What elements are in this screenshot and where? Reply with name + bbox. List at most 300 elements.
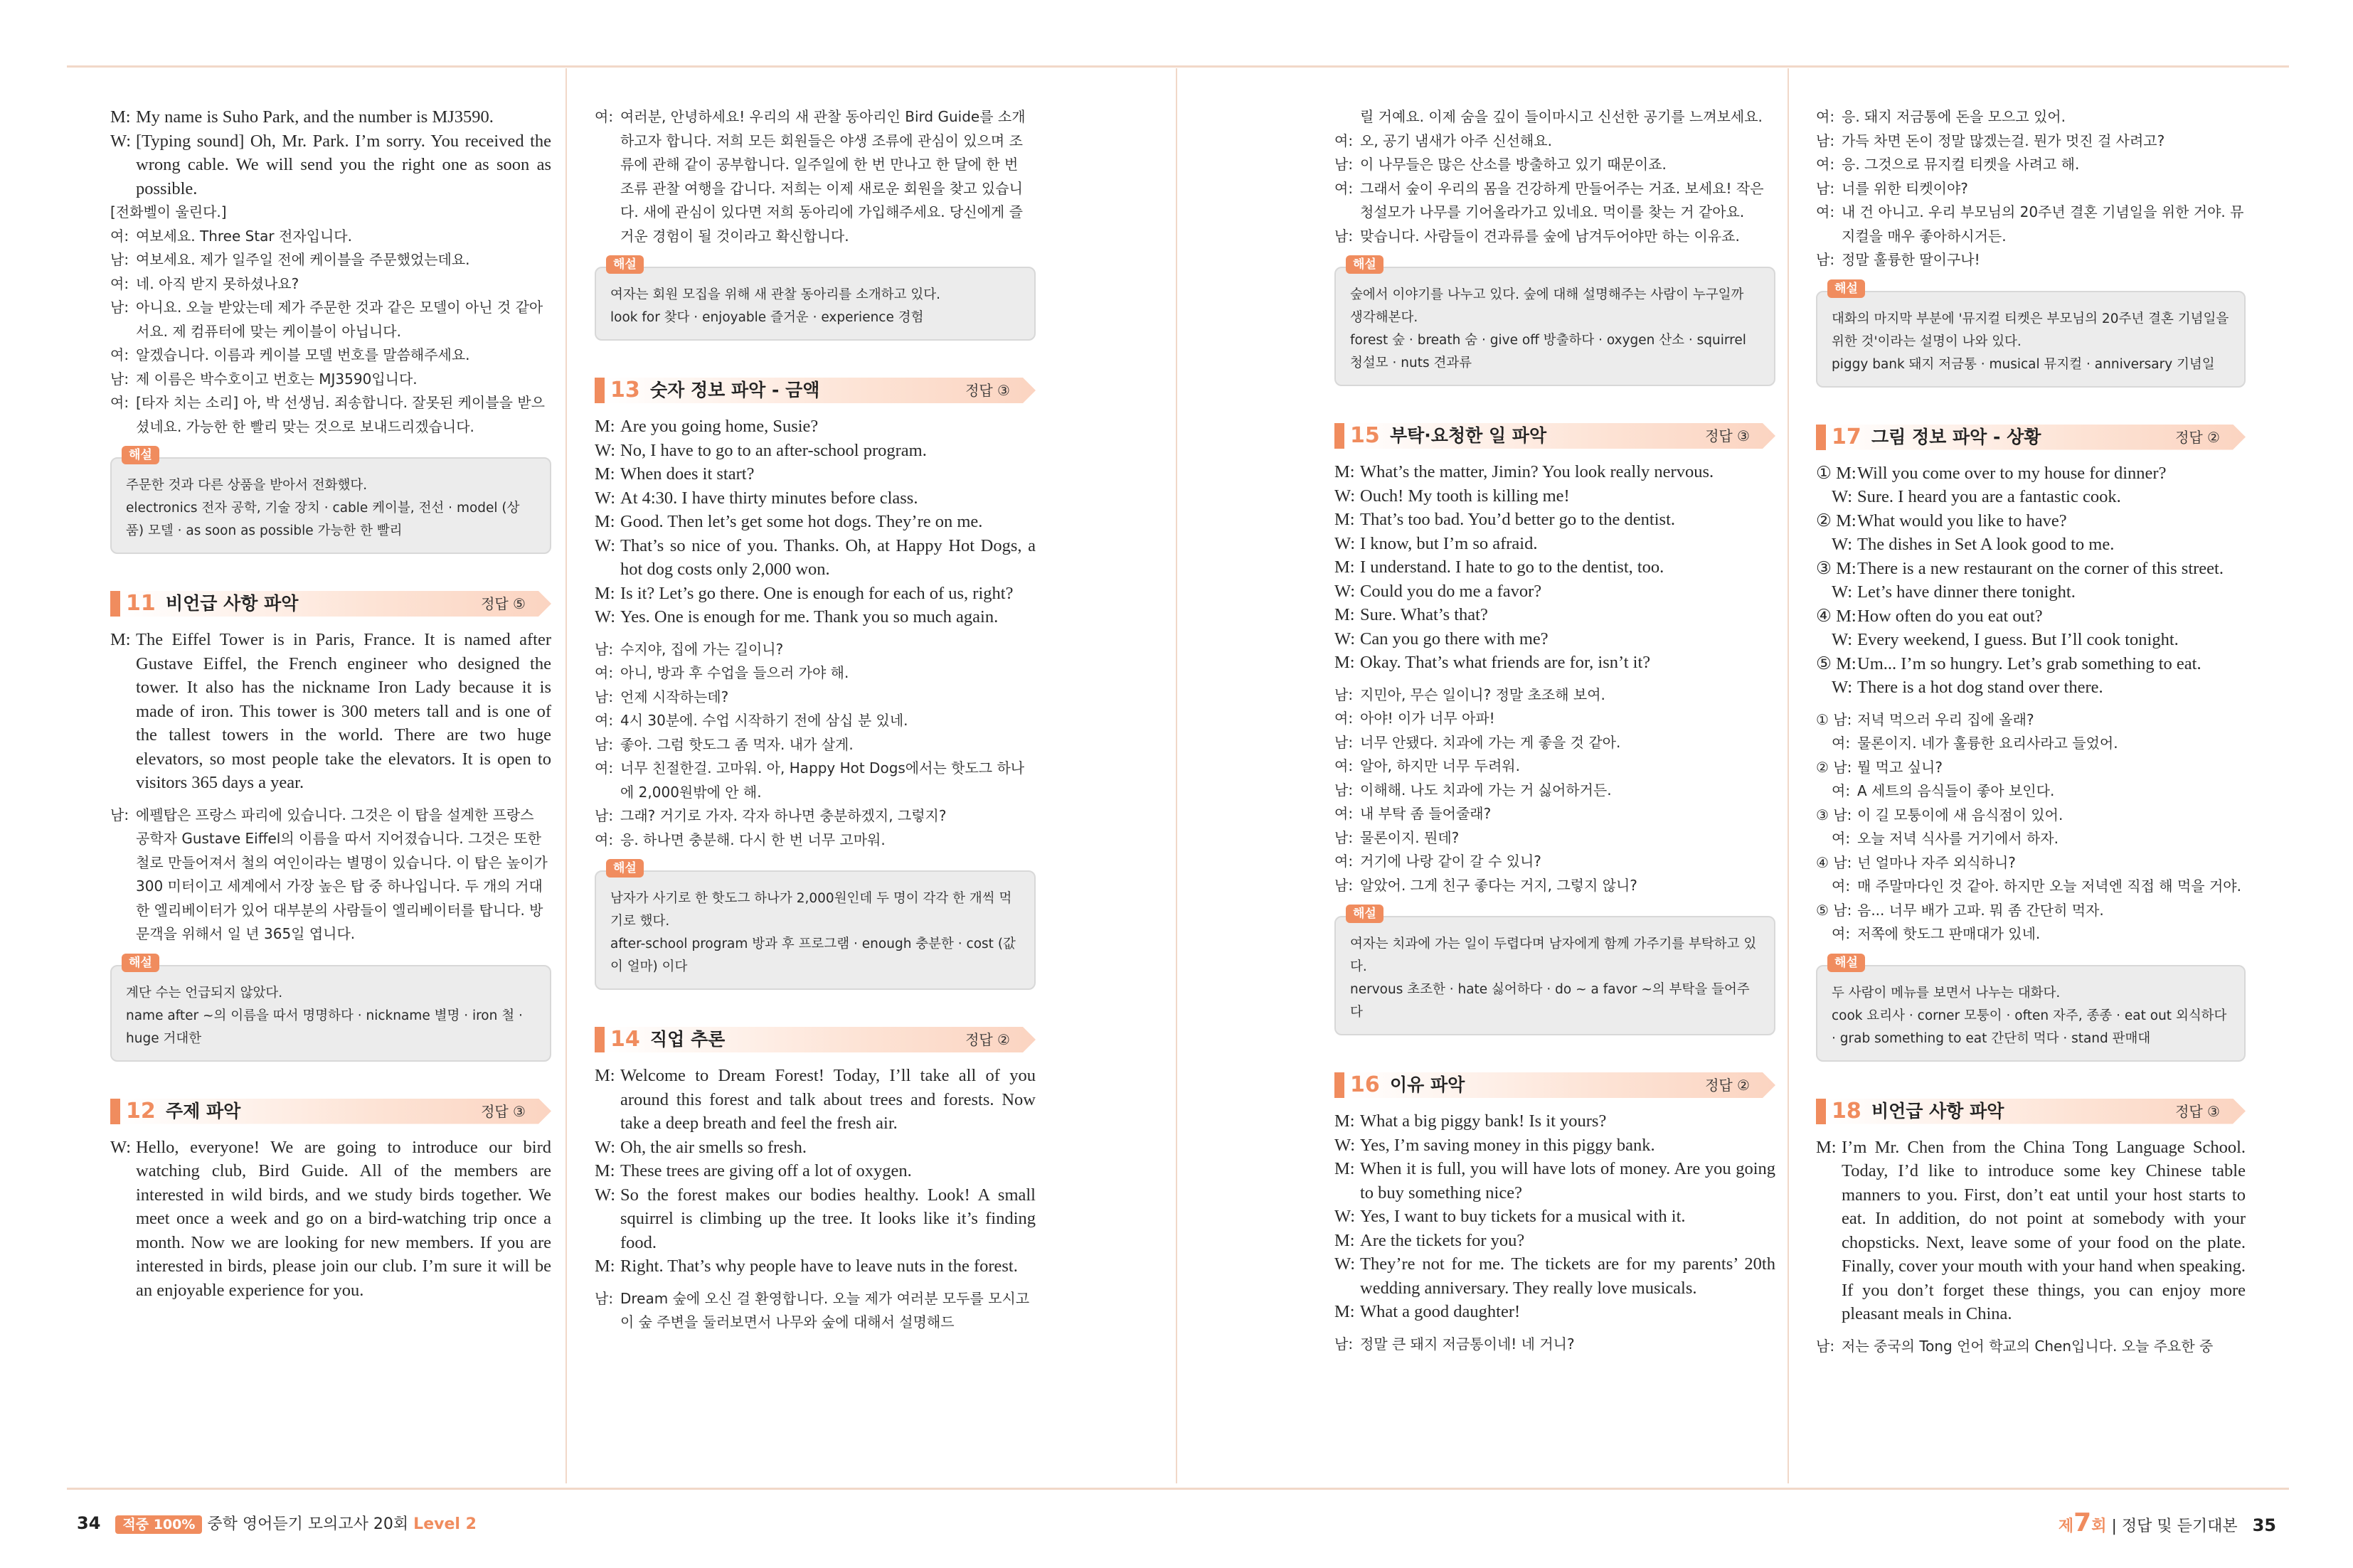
speaker-label: 남: [595, 688, 614, 705]
speaker-label: W: [1832, 535, 1853, 554]
speaker-label: 여: [595, 108, 614, 125]
speaker-label: 남: [1334, 733, 1354, 751]
line-text: 오늘 저녁 식사를 거기에서 하자. [1857, 830, 2059, 847]
line-text: What would you like to have? [1857, 511, 2067, 530]
translation-line [1816, 804, 2246, 828]
script-line [595, 1136, 1036, 1160]
line-text: Um... I’m so hungry. Let’s grab something to eat. [1857, 654, 2201, 673]
line-text: 내 부탁 좀 들어줄래? [1360, 805, 1492, 822]
line-text: 음... 너무 배가 고파. 뭐 좀 간단히 먹자. [1857, 901, 2104, 919]
speaker-label: 여: [1334, 853, 1354, 870]
translation-line [1334, 683, 1775, 708]
speaker-label: 여: [1832, 878, 1851, 895]
speaker-label: W: [1334, 486, 1356, 506]
script-line [595, 439, 1036, 463]
line-text: Yes, I want to buy tickets for a musical with it. [1360, 1207, 1686, 1226]
speaker-label: M: [1334, 653, 1355, 672]
line-text: 이 나무들은 많은 산소를 방출하고 있기 때문이죠. [1360, 156, 1667, 173]
explanation-box: 해설 남자가 사기로 한 핫도그 하나가 2,000원인데 두 명이 각각 한 개씩 먹기로 했다. after-school program 방과 후 프로그램 · enough 충분한 · cost (값이 얼마) 이다 [595, 870, 1036, 990]
translation-line [1334, 153, 1775, 177]
speaker-label: W: [1832, 582, 1853, 602]
script-line [595, 605, 1036, 629]
translation-line [595, 661, 1036, 686]
footer-right: 제7회 | 정답 및 듣기대본 35 [2058, 1508, 2276, 1537]
script-line [1816, 676, 2246, 700]
script-line [595, 510, 1036, 534]
speaker-label: 여: [595, 831, 614, 848]
speaker-label: 남: [110, 251, 129, 268]
translation-line [110, 248, 551, 272]
speaker-label: 남: [1816, 1337, 1835, 1355]
script-line [595, 415, 1036, 439]
script-line [1334, 508, 1775, 532]
speaker-label: W: [595, 1137, 616, 1157]
script-line [1334, 532, 1775, 556]
speaker-label: ⑤ 남: [1816, 901, 1852, 919]
question-header-15: 15 부탁·요청한 일 파악 정답 ③ [1334, 422, 1775, 450]
line-text: 저는 중국의 Tong 언어 학교의 Chen입니다. 오늘 주요한 중 [1842, 1337, 2214, 1355]
speaker-label: M: [1334, 462, 1355, 481]
script-line [1816, 557, 2246, 581]
speaker-label: M: [595, 583, 615, 603]
speaker-label: M: [1334, 1230, 1355, 1250]
translation-line [595, 105, 1036, 248]
script-line [1334, 555, 1775, 580]
line-text: 거기에 나랑 같이 갈 수 있니? [1360, 853, 1541, 870]
line-text: Dream 숲에 오신 걸 환영합니다. 오늘 제가 여러분 모두를 모시고 이 숲 주변을 둘러보면서 나무와 숲에 대해서 설명해드 [620, 1289, 1030, 1330]
line-text: 아니요. 오늘 받았는데 제가 주문한 것과 같은 모델이 아닌 것 같아서요. 제 컴퓨터에 맞는 케이블이 아닙니다. [136, 299, 543, 340]
speaker-label: W: [595, 535, 616, 555]
speaker-label: 여: [1334, 710, 1354, 727]
translation-line [1816, 201, 2246, 248]
question-header-16: 16 이유 파악 정답 ② [1334, 1071, 1775, 1099]
line-text: How often do you eat out? [1857, 606, 2043, 626]
script-line [1816, 485, 2246, 509]
line-text: 알아, 하지만 너무 두려워. [1360, 757, 1520, 774]
speaker-label: M: [110, 107, 131, 127]
line-text: There is a new restaurant on the corner of this street. [1857, 558, 2224, 578]
line-text: Can you go there with me? [1360, 629, 1549, 649]
line-text: 여보세요. Three Star 전자입니다. [136, 227, 352, 245]
line-text: 뭘 먹고 싶니? [1857, 758, 1943, 776]
page-number-right: 35 [2252, 1515, 2276, 1535]
script-block [595, 415, 1036, 629]
line-text: They’re not for me. The tickets are for my parents’ 20th wedding anniversary. They really love musicals. [1360, 1254, 1775, 1298]
speaker-label: 남: [1334, 686, 1354, 703]
line-text: I understand. I hate to go to the dentist, too. [1360, 558, 1664, 577]
speaker-label: 남: [110, 299, 129, 316]
line-text: 너를 위한 티켓이야? [1842, 179, 1968, 197]
line-text: 이해해. 나도 치과에 가는 거 싫어하거든. [1360, 781, 1612, 799]
translation-line [1816, 1335, 2246, 1359]
speaker-label: W: [110, 1137, 132, 1157]
speaker-label: 여: [1816, 203, 1835, 220]
translation-line [1334, 779, 1775, 803]
script-line [1816, 604, 2246, 629]
speaker-label: W: [1832, 678, 1853, 697]
line-text: 오, 공기 냄새가 아주 신선해요. [1360, 132, 1552, 149]
book-title: 중학 영어듣기 모의고사 20회 [207, 1515, 409, 1533]
line-text: 언제 시작하는데? [620, 688, 729, 705]
translation-line [1334, 225, 1775, 249]
line-text: 정말 훌륭한 딸이구나! [1842, 251, 1980, 268]
speaker-label: W: [1334, 629, 1356, 649]
line-text: 정말 큰 돼지 저금통이네! 네 거니? [1360, 1335, 1575, 1353]
speaker-label: M: [595, 1161, 615, 1180]
speaker-label: 남: [1816, 179, 1835, 197]
line-text: 너무 친절한걸. 고마워. 아, Happy Hot Dogs에서는 핫도그 하나에 2,000원밖에 안 해. [620, 759, 1025, 801]
speaker-label: ② 남: [1816, 758, 1852, 776]
book-badge: 적중 100% [115, 1515, 202, 1534]
top-rule [67, 65, 2289, 68]
test-number: 7 [2073, 1508, 2092, 1537]
line-text: When it is full, you will have lots of money. Are you going to buy something nice? [1360, 1159, 1775, 1202]
line-text: 매 주말마다인 것 같아. 하지만 오늘 저녁엔 직접 해 먹을 거야. [1857, 878, 2241, 895]
speaker-label: 여: [110, 346, 129, 363]
translation-line [595, 804, 1036, 828]
line-text: I know, but I’m so afraid. [1360, 533, 1538, 553]
translation-line [110, 343, 551, 368]
speaker-label: ① 남: [1816, 710, 1852, 728]
translation-line [1334, 874, 1775, 898]
translation-line [1334, 802, 1775, 826]
line-text: The dishes in Set A look good to me. [1857, 535, 2115, 554]
script-line [1816, 462, 2246, 486]
column-2 [595, 105, 1036, 1335]
speaker-label: 남: [1816, 251, 1835, 268]
speaker-label: 남: [1334, 1335, 1354, 1353]
line-text: 응. 하나면 충분해. 다시 한 번 너무 고마워. [620, 831, 886, 848]
line-text: 좋아. 그럼 핫도그 좀 먹자. 내가 살게. [620, 735, 854, 753]
script-line [1334, 1205, 1775, 1229]
script-line [1334, 651, 1775, 675]
line-text: 그래서 숲이 우리의 몸을 건강하게 만들어주는 거죠. 보세요! 작은 청설모가 나무를 기어올라가고 있네요. 먹이를 찾는 거 같아요. [1360, 179, 1764, 220]
line-text: 아야! 이가 너무 아파! [1360, 710, 1495, 727]
explanation-box: 해설 숲에서 이야기를 나누고 있다. 숲에 대해 설명해주는 사람이 누구일까 생각해본다. forest 숲 · breath 숨 · give off 방출하다 · oxygen 산소 · squirrel 청설모 · nuts 견과류 [1334, 267, 1775, 386]
translation-line [1816, 129, 2246, 154]
script-line [110, 628, 551, 795]
translation-line [110, 296, 551, 343]
explanation-box: 해설 여자는 치과에 가는 일이 두렵다며 남자에게 함께 가주기를 부탁하고 있다. nervous 초조한 · hate 싫어하다 · do ~ a favor ~의 부탁을 들어주다 [1334, 916, 1775, 1035]
explanation-box: 해설 계단 수는 언급되지 않았다. name after ~의 이름을 따서 명명하다 · nickname 별명 · iron 철 · huge 거대한 [110, 965, 551, 1062]
speaker-label: 남: [1334, 781, 1354, 799]
line-text: The Eiffel Tower is in Paris, France. It is named after Gustave Eiffel, the French engineer who designed the tower. It also has the nickname Iron Lady because it is made of iron. This tower is 300 meters tall and is one of the tallest towers in the world. There are two huge elevators, so most people take the elevators. It is open to visitors 365 days a year. [136, 630, 551, 792]
line-text: 에펠탑은 프랑스 파리에 있습니다. 그것은 이 탑을 설계한 프랑스 공학자 Gustave Eiffel의 이름을 따서 지어졌습니다. 그것은 또한 철로 만들어져서 철의 여인이라는 별명이 있습니다. 이 탑은 높이가 300 미터이고 세계에서 가장 높은 탑 중 하나입니다. 두 개의 거대한 엘리베이터가 있어 대부분의 사람들이 엘리베이터를 탑니다. 방문객을 위해서 일 년 365일 엽니다. [136, 806, 548, 942]
script-line [1334, 1157, 1775, 1205]
translation-line [1334, 826, 1775, 850]
translation-line [110, 272, 551, 297]
line-text: Could you do me a favor? [1360, 581, 1542, 601]
script-line [110, 129, 551, 201]
script-line [1334, 460, 1775, 484]
line-text: So the forest makes our bodies healthy. Look! A small squirrel is climbing up the tree. It looks like it’s finding food. [620, 1185, 1036, 1252]
speaker-label: W: [110, 131, 132, 151]
line-text: 물론이지. 네가 훌륭한 요리사라고 들었어. [1857, 735, 2118, 752]
translation-block [1816, 708, 2246, 946]
script-block [110, 105, 551, 201]
speaker-label: M: [595, 1257, 615, 1276]
line-text: 여보세요. 제가 일주일 전에 케이블을 주문했었는데요. [136, 251, 470, 268]
explanation-box: 해설 여자는 회원 모집을 위해 새 관찰 동아리를 소개하고 있다. look for 찾다 · enjoyable 즐거운 · experience 경험 [595, 267, 1036, 341]
speaker-label: M: [595, 512, 615, 531]
speaker-label: M: [110, 630, 131, 649]
speaker-label: 여: [1832, 925, 1851, 942]
script-line [1334, 1134, 1775, 1158]
question-header-18: 18 비언급 사항 파악 정답 ③ [1816, 1097, 2246, 1126]
script-block [595, 1064, 1036, 1279]
line-text: Are the tickets for you? [1360, 1230, 1525, 1250]
line-text: 4시 30분에. 수업 시작하기 전에 삼십 분 있네. [620, 712, 908, 729]
line-text: 지민아, 무슨 일이니? 정말 초조해 보여. [1360, 686, 1605, 703]
translation-block [110, 225, 551, 439]
script-line [1334, 1300, 1775, 1324]
speaker-label: 여: [110, 227, 129, 245]
line-text: Let’s have dinner there tonight. [1857, 582, 2076, 602]
translation-line [595, 757, 1036, 804]
line-text: Hello, everyone! We are going to introduce our bird watching club, Bird Guide. All of the members are interested in wild birds, and we study birds together. We meet once a week and go on a bird-watching trip once a month. Now we are looking for new members. If you are interested in birds, please join our club. I’m sure it will be an enjoyable experience for you. [136, 1137, 551, 1300]
column-4 [1816, 105, 2246, 1358]
line-text: 알겠습니다. 이름과 케이블 모델 번호를 말씀해주세요. [136, 346, 470, 363]
script-line [1334, 1109, 1775, 1134]
line-text: No, I have to go to an after-school program. [620, 440, 927, 460]
speaker-label: W: [1832, 630, 1853, 649]
speaker-label: W: [1334, 533, 1356, 553]
speaker-label: 남: [110, 806, 129, 823]
script-line [1334, 484, 1775, 508]
speaker-label: W: [595, 1185, 616, 1205]
line-text: 내 건 아니고. 우리 부모님의 20주년 결혼 기념일을 위한 거야. 뮤지컬을 매우 좋아하시거든. [1842, 203, 2244, 245]
translation-line [110, 225, 551, 249]
line-text: There is a hot dog stand over there. [1857, 678, 2103, 697]
translation-line [595, 686, 1036, 710]
line-text: A 세트의 음식들이 좋아 보인다. [1857, 782, 2055, 799]
line-text: Oh, the air smells so fresh. [620, 1137, 807, 1157]
translation-line [1816, 756, 2246, 780]
speaker-label: 여: [1816, 156, 1835, 173]
line-text: Welcome to Dream Forest! Today, I’ll take all of you around this forest and talk about trees and forests. Now take a deep breath and feel the fresh air. [620, 1066, 1036, 1133]
column-1 [110, 105, 551, 1302]
translation-line [1816, 899, 2246, 923]
speaker-label: W: [595, 440, 616, 460]
line-text: 네. 아직 받지 못하셨나요? [136, 274, 299, 292]
translation-line [110, 391, 551, 439]
script-line [595, 1064, 1036, 1136]
column-divider [565, 68, 567, 1483]
speaker-label: ④ 남: [1816, 853, 1852, 871]
script-line [110, 1136, 551, 1303]
speaker-label: M: [1334, 1302, 1355, 1321]
speaker-label: ⑤ M: [1816, 654, 1857, 673]
translation-line [595, 733, 1036, 757]
speaker-label: M: [1334, 558, 1355, 577]
speaker-label: 남: [1334, 828, 1354, 846]
speaker-label: M: [595, 1066, 615, 1085]
script-line [1334, 1252, 1775, 1300]
line-text: 너무 안됐다. 치과에 가는 게 좋을 것 같아. [1360, 733, 1621, 751]
script-line [595, 1254, 1036, 1279]
translation-line [1334, 105, 1775, 129]
line-text: 수지야, 집에 가는 길이니? [620, 640, 784, 658]
line-text: Will you come over to my house for dinner? [1857, 463, 2167, 483]
script-line [595, 582, 1036, 606]
speaker-label: W: [1334, 1135, 1356, 1155]
page-gutter [1176, 68, 1177, 1483]
line-text: Okay. That’s what friends are for, isn’t it? [1360, 653, 1651, 672]
speaker-label: 여: [1334, 179, 1354, 197]
translation-line [110, 804, 551, 946]
line-text: That’s so nice of you. Thanks. Oh, at Happy Hot Dogs, a hot dog costs only 2,000 won. [620, 535, 1036, 579]
translation-line [110, 368, 551, 392]
translation-line [1816, 922, 2246, 946]
translation-line [595, 828, 1036, 853]
explanation-box: 해설 두 사람이 메뉴를 보면서 나누는 대화다. cook 요리사 · corner 모퉁이 · often 자주, 종종 · eat out 외식하다 · grab something to eat 간단히 먹다 · stand 판매대 [1816, 965, 2246, 1062]
speaker-label: ② M: [1816, 511, 1857, 530]
speaker-label: M: [595, 417, 615, 436]
speaker-label: 여: [1334, 805, 1354, 822]
script-line [1816, 628, 2246, 652]
kr-note: [전화벨이 울린다.] [110, 203, 227, 220]
script-line [595, 462, 1036, 486]
speaker-label: 여: [1334, 132, 1354, 149]
line-text: [타자 치는 소리] 아, 박 선생님. 죄송합니다. 잘못된 케이블을 받으셨네요. 가능한 한 빨리 맞는 것으로 보내드리겠습니다. [136, 394, 545, 435]
translation-block [1334, 683, 1775, 898]
speaker-label: ③ M: [1816, 558, 1857, 578]
script-line [110, 105, 551, 129]
translation-line [1816, 875, 2246, 899]
line-text: At 4:30. I have thirty minutes before class. [620, 488, 918, 508]
explanation-box: 해설 주문한 것과 다른 상품을 받아서 전화했다. electronics 전자 공학, 기술 장치 · cable 케이블, 전선 · model (상품) 모델 · as soon as possible 가능한 한 빨리 [110, 457, 551, 554]
speaker-label: ④ M: [1816, 606, 1857, 626]
script-line [595, 486, 1036, 511]
speaker-label: 여: [595, 759, 614, 777]
translation-line [1816, 851, 2246, 875]
line-text: 응. 그것으로 뮤지컬 티켓을 사려고 해. [1842, 156, 2080, 173]
translation-line [1334, 129, 1775, 154]
line-text: Are you going home, Susie? [620, 417, 819, 436]
speaker-label: 여: [595, 664, 614, 681]
translation-line [1334, 754, 1775, 779]
translation-line [1816, 708, 2246, 732]
column-divider [1788, 68, 1789, 1483]
script-line [1334, 1229, 1775, 1253]
script-line [595, 1183, 1036, 1255]
line-text: When does it start? [620, 464, 755, 484]
line-text: 그래? 거기로 가자. 각자 하나면 충분하겠지, 그렇지? [620, 807, 947, 824]
speaker-label: 남: [595, 735, 614, 753]
line-text: My name is Suho Park, and the number is MJ3590. [136, 107, 494, 127]
speaker-label: W: [1832, 487, 1853, 506]
line-text: Is it? Let’s go there. One is enough for each of us, right? [620, 583, 1014, 603]
speaker-label: M: [595, 464, 615, 484]
book-level: Level 2 [413, 1515, 477, 1533]
translation-line [1334, 707, 1775, 731]
translation-line [1334, 177, 1775, 225]
translation-line [595, 638, 1036, 662]
line-text: 응. 돼지 저금통에 돈을 모으고 있어. [1842, 108, 2066, 125]
speaker-label: W: [1334, 1254, 1356, 1274]
script-line [1334, 603, 1775, 627]
speaker-label [1334, 105, 1360, 129]
line-text: Every weekend, I guess. But I’ll cook tonight. [1857, 630, 2179, 649]
speaker-label: M: [1334, 1159, 1355, 1178]
line-text: That’s too bad. You’d better go to the dentist. [1360, 510, 1675, 529]
speaker-label: W: [1334, 1207, 1356, 1226]
line-text: 여러분, 안녕하세요! 우리의 새 관찰 동아리인 Bird Guide를 소개하고자 합니다. 저희 모든 회원들은 야생 조류에 관심이 있으며 조류에 관해 같이 공부합니다. 일주일에 한 번 만나고 한 달에 한 번 조류 관찰 여행을 갑니다. 저희는 이제 새로운 회원을 찾고 있습니다. 새에 관심이 있다면 저희 동아리에 가입해주세요. 당신에게 즐거운 경험이 될 것이라고 확신합니다. [620, 108, 1026, 245]
line-text: Yes, I’m saving money in this piggy bank. [1360, 1135, 1655, 1155]
translation-block [1816, 105, 2246, 272]
speaker-label: 여: [110, 394, 129, 411]
translation-line [1816, 105, 2246, 129]
section-title: | 정답 및 듣기대본 [2111, 1518, 2238, 1535]
speaker-label: 남: [1334, 156, 1354, 173]
line-text: Good. Then let’s get some hot dogs. They’re on me. [620, 512, 983, 531]
line-text: 저쪽에 핫도그 판매대가 있네. [1857, 925, 2041, 942]
line-text: What’s the matter, Jimin? You look really nervous. [1360, 462, 1714, 481]
script-block [1334, 1109, 1775, 1324]
script-line [1816, 1136, 2246, 1326]
speaker-label: M: [1334, 605, 1355, 624]
translation-line [1816, 248, 2246, 272]
script-block [1334, 460, 1775, 675]
question-header-14: 14 직업 추론 정답 ② [595, 1025, 1036, 1054]
translation-line [1816, 153, 2246, 177]
speaker-label: M: [1334, 510, 1355, 529]
speaker-label: 남: [595, 640, 614, 658]
line-text: 저녁 먹으러 우리 집에 올래? [1857, 710, 2034, 728]
script-line [1334, 627, 1775, 651]
speaker-label: 여: [1334, 757, 1354, 774]
speaker-label: 여: [110, 274, 129, 292]
speaker-label: ① M: [1816, 463, 1857, 483]
speaker-label: W: [595, 607, 616, 626]
speaker-label: 남: [110, 370, 129, 388]
speaker-label: 여: [1832, 782, 1851, 799]
speaker-label: 남: [1334, 227, 1354, 245]
translation-line [1334, 731, 1775, 755]
line-text: 가득 차면 돈이 정말 많겠는걸. 뭔가 멋진 걸 사려고? [1842, 132, 2165, 149]
question-header-12: 12 주제 파악 정답 ③ [110, 1097, 551, 1126]
speaker-label: ③ 남: [1816, 806, 1852, 823]
script-line [1334, 580, 1775, 604]
script-line [595, 534, 1036, 582]
column-3 [1334, 105, 1775, 1356]
line-text: What a big piggy bank! Is it yours? [1360, 1111, 1607, 1131]
page-number-left: 34 [77, 1513, 101, 1533]
script-block [1816, 462, 2246, 700]
speaker-label: 여: [595, 712, 614, 729]
script-line [1816, 580, 2246, 604]
line-text: Right. That’s why people have to leave nuts in the forest. [620, 1257, 1018, 1276]
line-text: 제 이름은 박수호이고 번호는 MJ3590입니다. [136, 370, 418, 388]
line-text: 릴 거예요. 이제 숨을 깊이 들이마시고 신선한 공기를 느껴보세요. [1360, 108, 1763, 125]
bottom-rule [67, 1488, 2289, 1490]
translation-block [1334, 105, 1775, 248]
script-line [1816, 509, 2246, 533]
speaker-label: 여: [1832, 735, 1851, 752]
line-text: 맞습니다. 사람들이 견과류를 숲에 남겨두어야만 하는 이유죠. [1360, 227, 1740, 245]
line-text: I’m Mr. Chen from the China Tong Language School. Today, I’d like to introduce some key Chinese table manners to you. First, don’t eat until your host starts to eat. In addition, do not point at somebody with your chopsticks. Next, leave some of your food on the plate. Finally, cover your mouth with your hand when speaking. If you don’t forget these things, you can enjoy more pleasant meals in China. [1842, 1137, 2246, 1323]
translation-block [595, 638, 1036, 853]
line-text: 이 길 모퉁이에 새 음식점이 있어. [1857, 806, 2063, 823]
line-text: Sure. I heard you are a fantastic cook. [1857, 487, 2121, 506]
translation-line [595, 1287, 1036, 1335]
line-text: 아니, 방과 후 수업을 들으러 가야 해. [620, 664, 849, 681]
speaker-label: 남: [1816, 132, 1835, 149]
speaker-label: 여: [1816, 108, 1835, 125]
line-text: Ouch! My tooth is killing me! [1360, 486, 1570, 506]
speaker-label: M: [1816, 1137, 1837, 1157]
speaker-label: 남: [595, 1289, 614, 1307]
